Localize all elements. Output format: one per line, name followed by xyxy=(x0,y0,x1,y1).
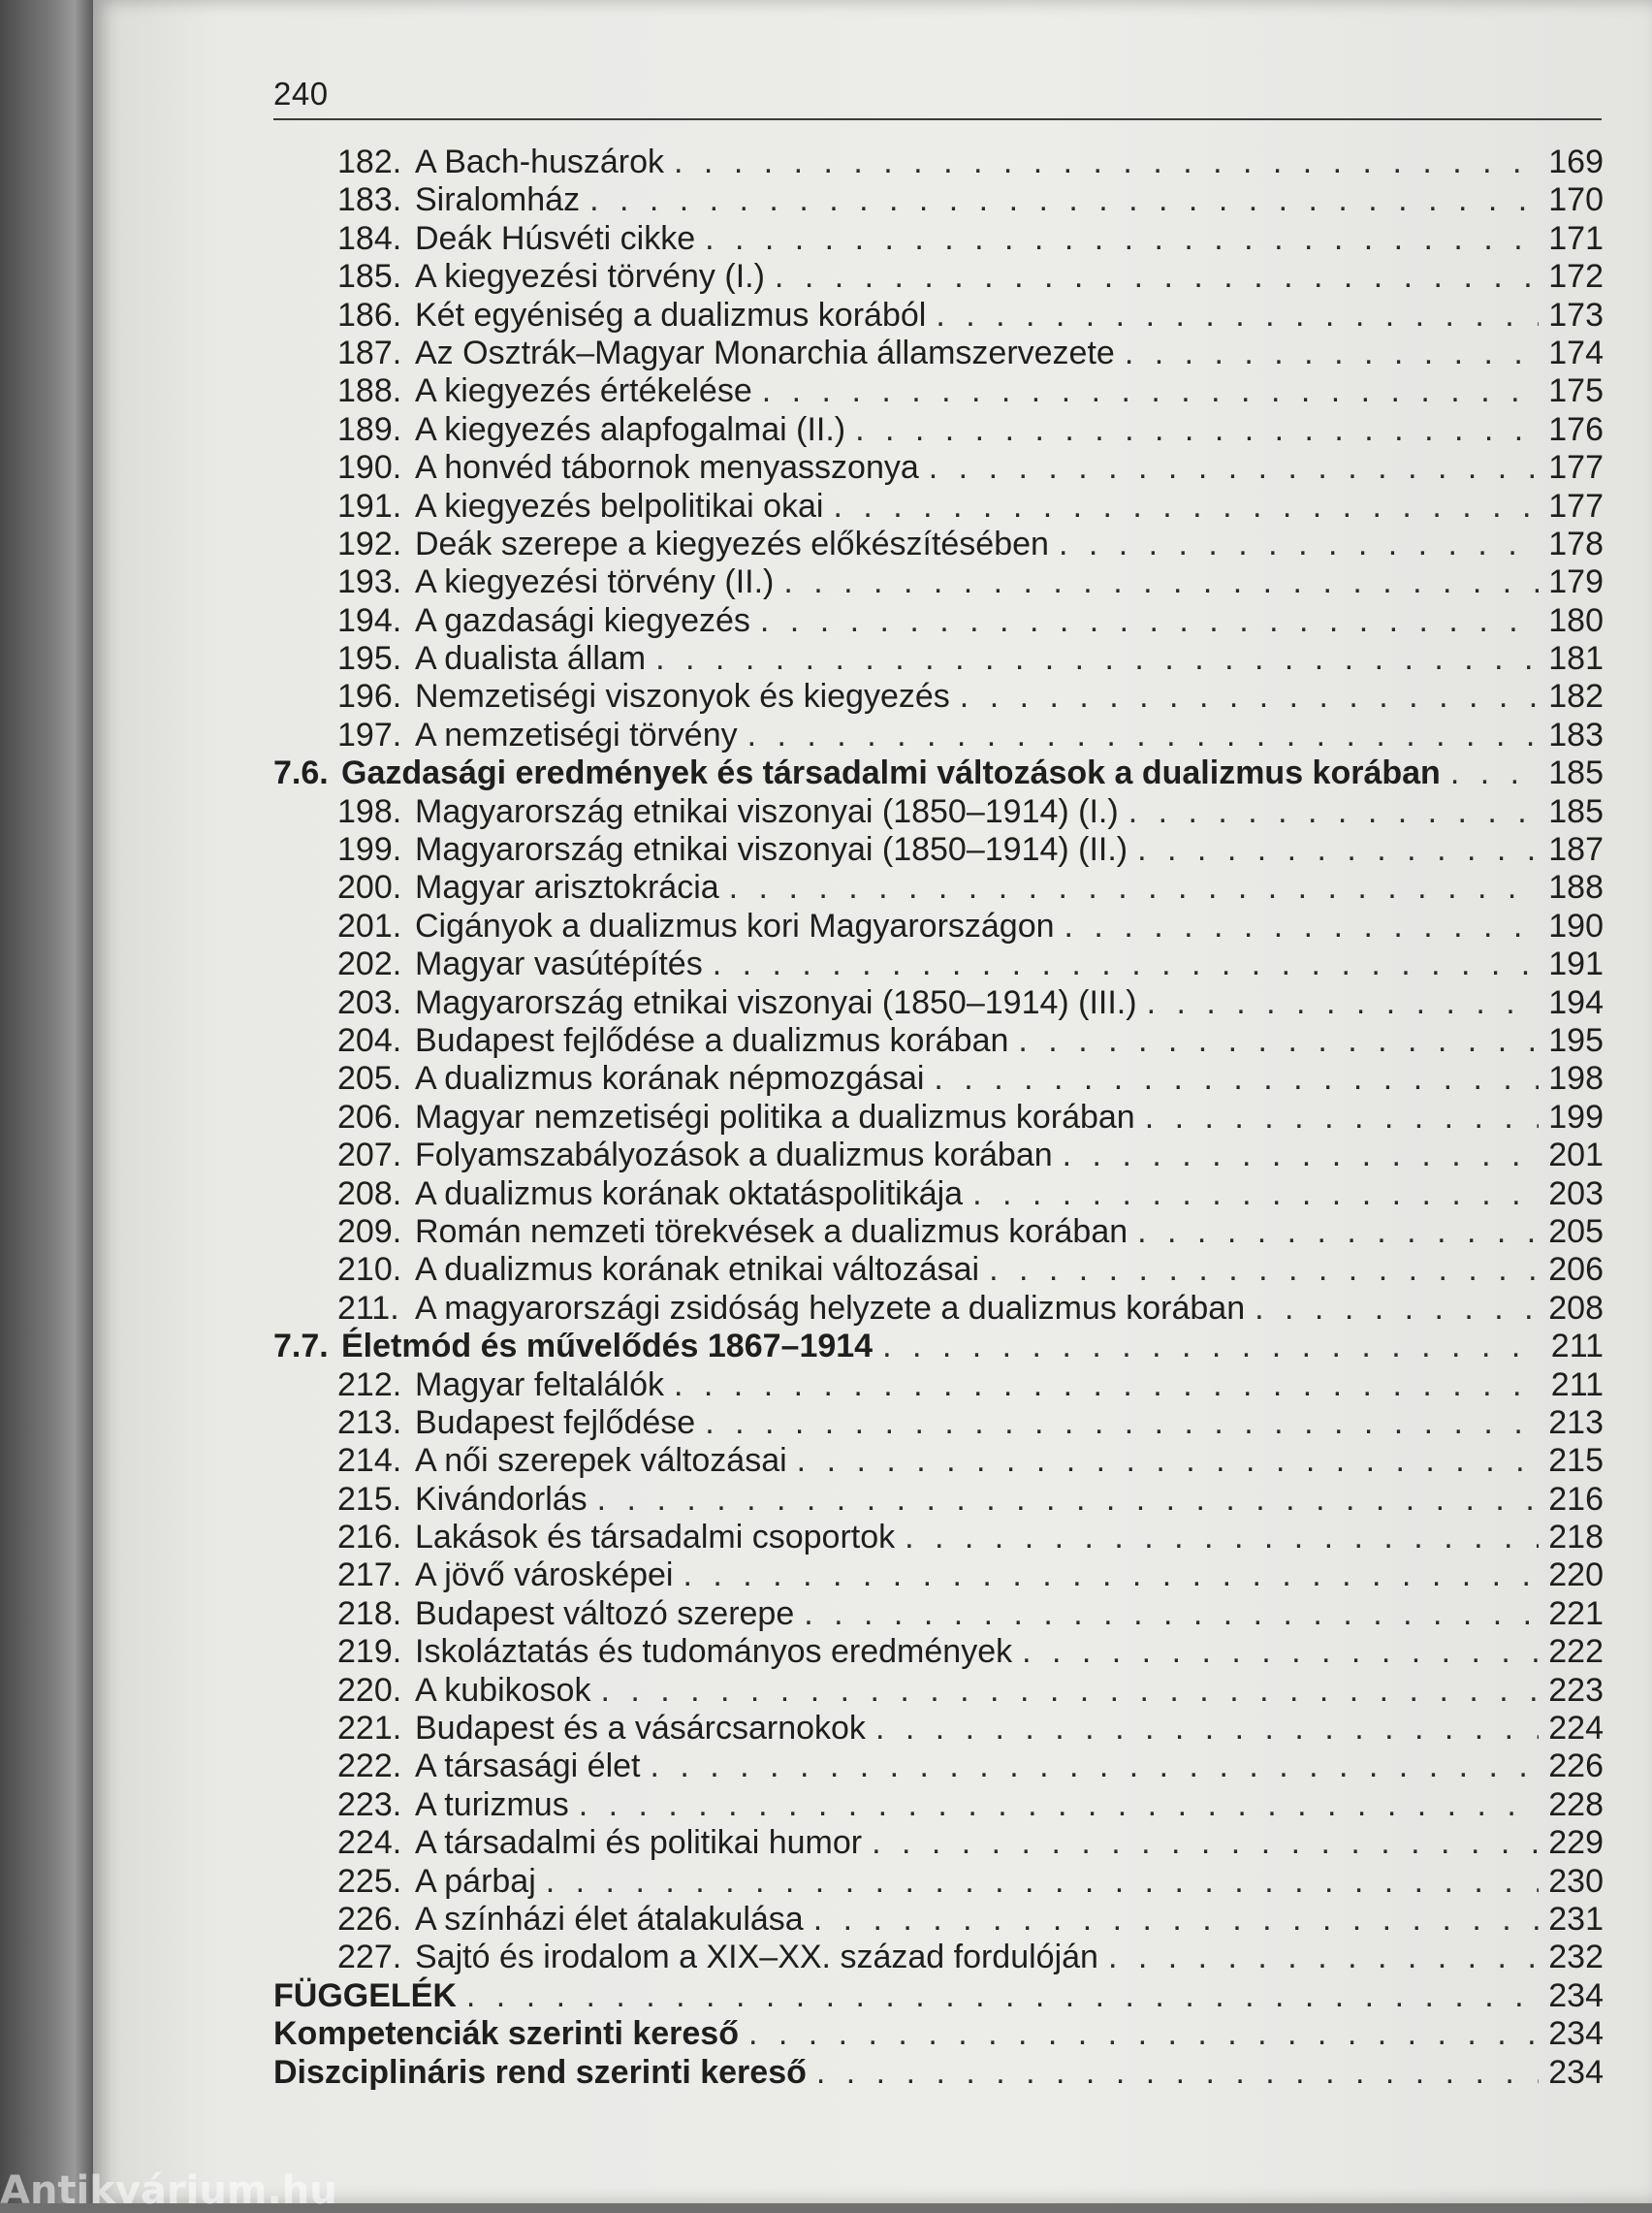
toc-entry-number: 224. xyxy=(337,1824,402,1862)
toc-entry xyxy=(273,1175,1604,1213)
toc-entry-title: A Bach-huszárok xyxy=(415,144,665,180)
toc-entry-title: Magyar nemzetiségi politika a dualizmus korában xyxy=(415,1098,1135,1136)
toc-entry xyxy=(273,1481,1604,1519)
toc-entry-title: FÜGGELÉK xyxy=(273,1976,457,2014)
toc-entry xyxy=(273,1556,1604,1594)
dot-leader xyxy=(713,946,1540,983)
toc-entry-number: 220. xyxy=(337,1671,402,1709)
toc-entry-page: 183 xyxy=(1548,716,1604,754)
toc-entry-title: Magyar feltalálók xyxy=(415,1365,665,1403)
toc-entry-page: 211 xyxy=(1550,1365,1604,1403)
toc-entry-number: 222. xyxy=(337,1748,402,1785)
toc-entry-page: 173 xyxy=(1548,296,1604,334)
toc-entry xyxy=(273,793,1604,831)
toc-entry-number: 182. xyxy=(337,144,402,180)
toc-entry-page: 172 xyxy=(1548,258,1604,296)
dot-leader xyxy=(816,2054,1539,2092)
dot-leader xyxy=(813,1901,1540,1939)
toc-entry-title: A jövő városképei xyxy=(415,1556,674,1594)
toc-entry-title: A magyarországi zsidóság helyzete a dualizmus korában xyxy=(415,1289,1246,1327)
toc-entry xyxy=(273,640,1604,678)
toc-entry-title: Magyar arisztokrácia xyxy=(415,869,719,907)
toc-entry xyxy=(273,1786,1604,1824)
dot-leader xyxy=(1064,908,1540,946)
toc-entry-number: 183. xyxy=(337,181,402,219)
toc-entry-page: 218 xyxy=(1548,1519,1604,1556)
toc-entry-title: Sajtó és irodalom a XIX–XX. század fordulóján xyxy=(415,1939,1098,1976)
toc-entry xyxy=(273,258,1604,296)
toc-entry-number: 204. xyxy=(337,1021,402,1059)
toc-entry-title: Budapest fejlődése xyxy=(415,1403,696,1441)
toc-entry-title: Román nemzeti törekvések a dualizmus korában xyxy=(415,1212,1128,1250)
toc-entry-page: 201 xyxy=(1548,1137,1604,1174)
toc-entry-page: 221 xyxy=(1548,1594,1604,1632)
toc-entry-title: A színházi élet átalakulása xyxy=(415,1900,804,1938)
toc-entry-number: 216. xyxy=(337,1519,402,1556)
dot-leader xyxy=(705,1404,1539,1442)
toc-entry-page: 195 xyxy=(1548,1021,1604,1059)
header-rule xyxy=(273,118,1602,120)
toc-entry-title: A dualista állam xyxy=(415,640,647,678)
dot-leader xyxy=(674,144,1539,181)
toc-entry-title: Kompetenciák szerinti kereső xyxy=(273,2015,739,2053)
dot-leader xyxy=(1022,1633,1539,1671)
book-page xyxy=(93,0,1652,2203)
toc-entry-page: 174 xyxy=(1548,334,1604,371)
toc-entry xyxy=(273,1672,1604,1710)
toc-entry-title: Magyar vasútépítés xyxy=(415,946,703,983)
toc-entry xyxy=(273,1595,1604,1633)
dot-leader xyxy=(929,449,1539,487)
toc-entry-number: 215. xyxy=(337,1480,402,1518)
dot-leader xyxy=(934,1060,1539,1098)
dot-leader xyxy=(650,1748,1539,1785)
toc-entry-page: 228 xyxy=(1548,1785,1604,1823)
dot-leader xyxy=(855,411,1539,449)
toc-entry xyxy=(273,181,1604,219)
toc-entry xyxy=(273,1022,1604,1060)
toc-entry xyxy=(273,1748,1604,1785)
dot-leader xyxy=(1450,754,1539,792)
toc-entry xyxy=(273,1137,1604,1174)
toc-entry xyxy=(273,1290,1604,1328)
toc-entry-number: 206. xyxy=(337,1098,402,1136)
toc-entry-title: A társadalmi és politikai humor xyxy=(415,1824,863,1862)
toc-entry-title: Deák Húsvéti cikke xyxy=(415,219,696,257)
toc-entry-title: A gazdasági kiegyezés xyxy=(415,601,750,639)
dot-leader xyxy=(466,1977,1539,2015)
dot-leader xyxy=(1145,1099,1540,1137)
toc-entry xyxy=(273,372,1604,410)
toc-entry-title: Kivándorlás xyxy=(415,1480,588,1518)
toc-entry-number: 203. xyxy=(337,983,402,1021)
toc-entry xyxy=(273,563,1604,601)
toc-entry-page: 179 xyxy=(1548,563,1604,601)
toc-entry-page: 187 xyxy=(1548,831,1604,869)
toc-entry xyxy=(273,1633,1604,1671)
dot-leader xyxy=(1255,1290,1539,1328)
toc-entry-title: A kiegyezés értékelése xyxy=(415,372,752,410)
dot-leader xyxy=(705,220,1539,258)
toc-entry-title: Iskoláztatás és tudományos eredmények xyxy=(415,1633,1013,1671)
toc-entry xyxy=(273,220,1604,258)
toc-entry-page: 177 xyxy=(1548,449,1604,487)
toc-entry-page: 177 xyxy=(1548,487,1604,525)
toc-entry-number: 219. xyxy=(337,1633,402,1671)
toc-entry-number: 223. xyxy=(337,1785,402,1823)
toc-section-heading xyxy=(273,754,1604,792)
page-number: 240 xyxy=(273,76,329,112)
dot-leader xyxy=(905,1519,1539,1556)
toc-entry xyxy=(273,526,1604,563)
toc-entry-page: 230 xyxy=(1548,1862,1604,1900)
toc-entry-number: 194. xyxy=(337,601,402,639)
toc-entry-page: 185 xyxy=(1548,754,1604,792)
dot-leader xyxy=(1125,335,1539,372)
toc-entry-title: A női szerepek változásai xyxy=(415,1442,787,1480)
toc-entry-number: 195. xyxy=(337,640,402,678)
dot-leader xyxy=(783,563,1539,601)
toc-entry-number: 225. xyxy=(337,1862,402,1900)
dot-leader xyxy=(833,488,1539,526)
toc-entry-page: 180 xyxy=(1548,601,1604,639)
toc-entry-number: 211. xyxy=(337,1289,399,1327)
dot-leader xyxy=(797,1442,1540,1480)
toc-entry xyxy=(273,297,1604,335)
toc-entry xyxy=(273,717,1604,754)
toc-entry-number: 205. xyxy=(337,1060,402,1098)
toc-entry-number: 209. xyxy=(337,1212,402,1250)
toc-entry-page: 224 xyxy=(1548,1710,1604,1748)
toc-entry xyxy=(273,831,1604,869)
toc-entry-page: 216 xyxy=(1548,1480,1604,1518)
toc-entry-title: Gazdasági eredmények és társadalmi változások a dualizmus korában xyxy=(341,754,1441,792)
toc-entry-title: A kiegyezési törvény (I.) xyxy=(415,258,765,296)
toc-entry-number: 201. xyxy=(337,907,402,945)
dot-leader xyxy=(872,1824,1539,1862)
dot-leader xyxy=(972,1175,1539,1213)
toc-entry-title: Magyarország etnikai viszonyai (1850–1914) (III.) xyxy=(415,983,1137,1021)
toc-entry-title: Budapest és a vásárcsarnokok xyxy=(415,1710,866,1748)
toc-entry-number: 208. xyxy=(337,1174,402,1212)
toc-entry-title: Budapest fejlődése a dualizmus korában xyxy=(415,1021,1009,1059)
toc-entry-page: 182 xyxy=(1548,678,1604,716)
toc-entry-number: 186. xyxy=(337,296,402,334)
dot-leader xyxy=(762,372,1540,410)
toc-entry xyxy=(273,1060,1604,1098)
toc-entry-title: Deák szerepe a kiegyezés előkészítésében xyxy=(415,525,1049,562)
toc-entry-number: 210. xyxy=(337,1251,402,1289)
toc-entry-page: 199 xyxy=(1548,1098,1604,1136)
dot-leader xyxy=(1018,1022,1539,1060)
toc-entry-page: 190 xyxy=(1548,907,1604,945)
toc-entry-title: Diszciplináris rend szerinti kereső xyxy=(273,2053,807,2091)
toc-entry xyxy=(273,449,1604,487)
toc-appendix-entry xyxy=(273,2015,1604,2053)
toc-entry xyxy=(273,144,1604,181)
dot-leader xyxy=(589,181,1539,219)
toc-entry-page: 215 xyxy=(1548,1442,1604,1480)
toc-entry-title: Életmód és művelődés 1867–1914 xyxy=(341,1328,874,1365)
dot-leader xyxy=(760,602,1539,640)
toc-entry xyxy=(273,602,1604,640)
toc-appendix-entry xyxy=(273,1977,1604,2015)
toc-entry-number: 190. xyxy=(337,449,402,487)
dot-leader xyxy=(1137,831,1539,869)
toc-entry-title: A kiegyezési törvény (II.) xyxy=(415,563,775,601)
toc-entry-page: 176 xyxy=(1548,410,1604,448)
toc-appendix-entry xyxy=(273,2054,1604,2092)
toc-entry-page: 232 xyxy=(1548,1939,1604,1976)
toc-entry-number: 212. xyxy=(337,1365,402,1403)
toc-entry-page: 205 xyxy=(1548,1212,1604,1250)
toc-entry-title: Siralomház xyxy=(415,181,581,219)
toc-entry-number: 191. xyxy=(337,487,402,525)
toc-entry-title: A kiegyezés alapfogalmai (II.) xyxy=(415,410,846,448)
toc-section-heading xyxy=(273,1328,1604,1365)
toc-entry-number: 7.7. xyxy=(273,1328,329,1365)
toc-entry-page: 234 xyxy=(1548,1976,1604,2014)
toc-entry-title: A dualizmus korának etnikai változásai xyxy=(415,1251,980,1289)
dot-leader xyxy=(960,678,1539,716)
toc-entry-page: 203 xyxy=(1548,1174,1604,1212)
dot-leader xyxy=(1137,1213,1539,1251)
toc-entry-number: 196. xyxy=(337,678,402,716)
toc-entry-number: 221. xyxy=(337,1710,402,1748)
toc-entry-title: A kiegyezés belpolitikai okai xyxy=(415,487,824,525)
toc-entry-title: Lakások és társadalmi csoportok xyxy=(415,1519,896,1556)
toc-entry-page: 229 xyxy=(1548,1824,1604,1862)
dot-leader xyxy=(1147,984,1540,1022)
toc-entry-page: 191 xyxy=(1548,946,1604,983)
table-of-contents xyxy=(273,144,1604,2092)
dot-leader xyxy=(1059,526,1539,563)
toc-entry xyxy=(273,1901,1604,1939)
toc-entry-title: Magyarország etnikai viszonyai (1850–1914) (II.) xyxy=(415,831,1128,869)
toc-entry xyxy=(273,1213,1604,1251)
toc-entry-number: 184. xyxy=(337,219,402,257)
toc-entry-number: 187. xyxy=(337,334,402,371)
toc-entry-title: Budapest változó szerepe xyxy=(415,1594,795,1632)
toc-entry xyxy=(273,1404,1604,1442)
dot-leader xyxy=(1128,793,1540,831)
toc-entry-page: 185 xyxy=(1548,792,1604,830)
toc-entry-number: 189. xyxy=(337,410,402,448)
toc-entry-number: 193. xyxy=(337,563,402,601)
toc-entry-number: 185. xyxy=(337,258,402,296)
toc-entry-number: 197. xyxy=(337,716,402,754)
dot-leader xyxy=(579,1786,1540,1824)
toc-entry-page: 181 xyxy=(1548,640,1604,678)
toc-entry-title: A társasági élet xyxy=(415,1748,641,1785)
toc-entry xyxy=(273,1939,1604,1976)
toc-entry-number: 200. xyxy=(337,869,402,907)
dot-leader xyxy=(683,1556,1540,1594)
toc-entry-page: 170 xyxy=(1548,181,1604,219)
toc-entry-page: 211 xyxy=(1550,1328,1604,1365)
toc-entry-page: 194 xyxy=(1548,983,1604,1021)
dot-leader xyxy=(546,1863,1540,1901)
toc-entry-title: A párbaj xyxy=(415,1862,536,1900)
toc-entry-page: 169 xyxy=(1548,144,1604,180)
toc-entry-title: Folyamszabályozások a dualizmus korában xyxy=(415,1137,1053,1174)
watermark-text: Antikvárium.hu xyxy=(0,2168,337,2213)
toc-entry xyxy=(273,1442,1604,1480)
toc-entry xyxy=(273,1519,1604,1556)
dot-leader xyxy=(989,1251,1539,1289)
toc-entry-title: A dualizmus korának népmozgásai xyxy=(415,1060,925,1098)
toc-entry-number: 188. xyxy=(337,372,402,410)
toc-entry xyxy=(273,1099,1604,1137)
toc-entry-number: 217. xyxy=(337,1556,402,1594)
toc-entry-page: 213 xyxy=(1548,1403,1604,1441)
toc-entry-page: 226 xyxy=(1548,1748,1604,1785)
toc-entry-title: Magyarország etnikai viszonyai (1850–1914) (I.) xyxy=(415,792,1119,830)
dot-leader xyxy=(674,1366,1541,1404)
toc-entry-number: 226. xyxy=(337,1900,402,1938)
toc-entry xyxy=(273,335,1604,372)
toc-entry xyxy=(273,908,1604,946)
dot-leader xyxy=(600,1672,1539,1710)
toc-entry xyxy=(273,984,1604,1022)
toc-entry xyxy=(273,1824,1604,1862)
dot-leader xyxy=(655,640,1539,678)
toc-entry-number: 7.6. xyxy=(273,754,329,792)
dot-leader xyxy=(729,869,1540,907)
toc-entry-title: A honvéd tábornok menyasszonya xyxy=(415,449,919,487)
toc-entry-title: A dualizmus korának oktatáspolitikája xyxy=(415,1174,964,1212)
toc-entry-number: 207. xyxy=(337,1137,402,1174)
toc-entry-page: 220 xyxy=(1548,1556,1604,1594)
toc-entry-title: A turizmus xyxy=(415,1785,569,1823)
toc-entry xyxy=(273,488,1604,526)
toc-entry-page: 223 xyxy=(1548,1671,1604,1709)
toc-entry xyxy=(273,946,1604,983)
toc-entry xyxy=(273,1863,1604,1901)
dot-leader xyxy=(875,1710,1539,1748)
toc-entry-page: 231 xyxy=(1548,1900,1604,1938)
toc-entry-title: Két egyéniség a dualizmus korából xyxy=(415,296,927,334)
toc-entry-title: Nemzetiségi viszonyok és kiegyezés xyxy=(415,678,950,716)
dot-leader xyxy=(882,1328,1541,1365)
toc-entry-page: 188 xyxy=(1548,869,1604,907)
toc-entry-number: 192. xyxy=(337,525,402,562)
dot-leader xyxy=(775,258,1539,296)
toc-entry-number: 218. xyxy=(337,1594,402,1632)
toc-entry-number: 198. xyxy=(337,792,402,830)
toc-entry xyxy=(273,1710,1604,1748)
toc-entry-title: A nemzetiségi törvény xyxy=(415,716,738,754)
toc-entry-number: 214. xyxy=(337,1442,402,1480)
toc-entry-number: 227. xyxy=(337,1939,402,1976)
dot-leader xyxy=(1063,1137,1540,1174)
toc-entry-page: 234 xyxy=(1548,2053,1604,2091)
toc-entry xyxy=(273,1251,1604,1289)
toc-entry-page: 222 xyxy=(1548,1633,1604,1671)
toc-entry xyxy=(273,678,1604,716)
dot-leader xyxy=(597,1481,1540,1519)
toc-entry-page: 206 xyxy=(1548,1251,1604,1289)
toc-entry-page: 234 xyxy=(1548,2015,1604,2053)
toc-entry-page: 171 xyxy=(1548,219,1604,257)
toc-entry-page: 208 xyxy=(1548,1289,1604,1327)
toc-entry-title: A kubikosok xyxy=(415,1671,591,1709)
toc-entry xyxy=(273,869,1604,907)
toc-entry-number: 202. xyxy=(337,946,402,983)
dot-leader xyxy=(747,717,1540,754)
toc-entry-title: Az Osztrák–Magyar Monarchia államszervezete xyxy=(415,334,1115,371)
dot-leader xyxy=(804,1595,1539,1633)
toc-entry-page: 178 xyxy=(1548,525,1604,562)
toc-entry-page: 198 xyxy=(1548,1060,1604,1098)
book-spine xyxy=(0,0,93,2203)
toc-entry-number: 213. xyxy=(337,1403,402,1441)
toc-entry-number: 199. xyxy=(337,831,402,869)
toc-entry xyxy=(273,1366,1604,1404)
dot-leader xyxy=(936,297,1539,335)
dot-leader xyxy=(748,2015,1539,2053)
toc-entry xyxy=(273,411,1604,449)
toc-entry-title: Cigányok a dualizmus kori Magyarországon xyxy=(415,907,1055,945)
toc-entry-page: 175 xyxy=(1548,372,1604,410)
dot-leader xyxy=(1108,1939,1539,1976)
